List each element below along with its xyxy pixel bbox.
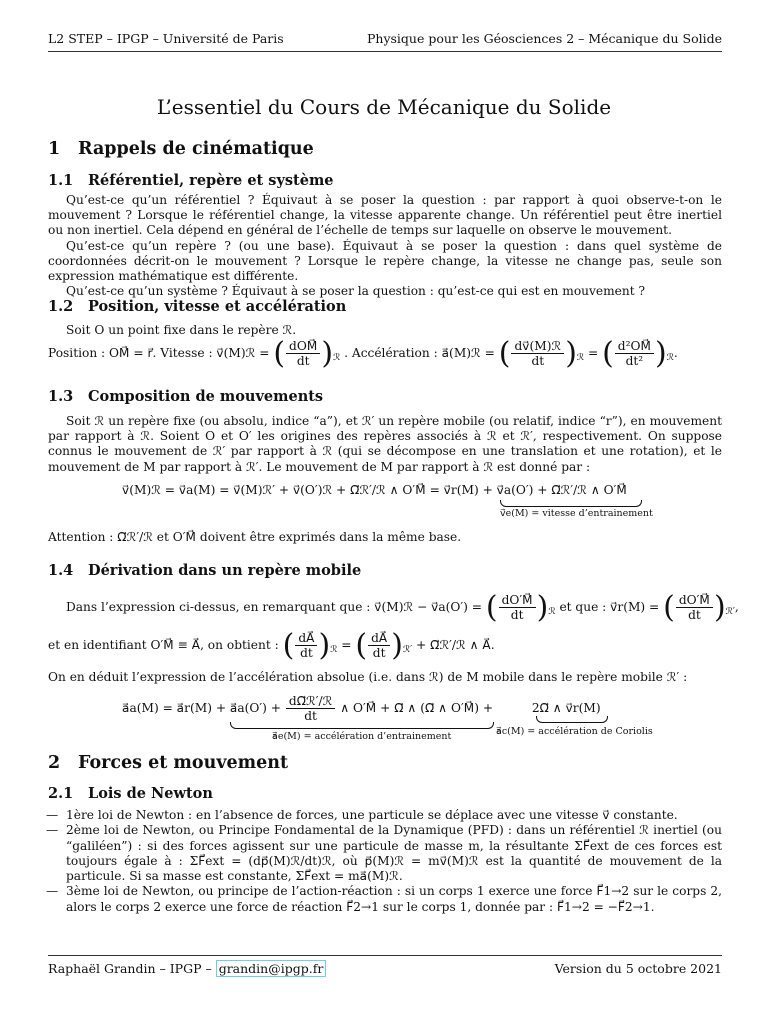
subsection-title: Composition de mouvements	[88, 388, 324, 405]
underbrace	[230, 722, 494, 729]
formula-text: . Accélération : a⃗(M)ℛ =	[344, 346, 495, 360]
subsection-title: Dérivation dans un repère mobile	[88, 562, 362, 579]
formula-text: Position : OM⃗ = r⃗. Vitesse : v⃗(M)ℛ =	[48, 346, 270, 360]
page-header	[48, 31, 722, 52]
formula-text: ∧ O′M⃗ + Ω⃗ ∧ (Ω⃗ ∧ O′M⃗) +	[340, 701, 494, 715]
paragraph: Soit ℛ un repère fixe (ou absolu, indice “a”), et ℛ′ un repère mobile (ou relatif, indice “r”), en mouvement par rapport à ℛ. Soient O et O′ les origines des repères associés à ℛ et ℛ′, respectivement. On suppose connus le mouvement de ℛ′ par rapport à ℛ (qui se décompose en une translation et une rotation), et le mouvement de M par rapport à ℛ′. Le mouvement de M par rapport à ℛ est donné par :	[48, 414, 722, 474]
list-item-text: 3ème loi de Newton, ou principe de l’action-réaction : si un corps 1 exerce une force F⃗1→2 sur le corps 2, alors le corps 2 exerce une force de réaction F⃗2→1 sur le corps 1, donnée par : F⃗1→2 = −F⃗2→1.	[66, 884, 722, 914]
list-item-text: 1ère loi de Newton : en l’absence de forces, une particule se déplace avec une vitesse v⃗ constante.	[66, 808, 678, 822]
coriolis-term: 2Ω⃗ ∧ v⃗r(M)	[531, 701, 601, 715]
list-item: — 3ème loi de Newton, ou principe de l’action-réaction : si un corps 1 exerce une force F⃗1→2 sur le corps 2, alors le corps 2 exerce une force de réaction F⃗2→1 sur le corps 1, donnée par : F⃗1→2 = −F⃗2→1.	[46, 884, 722, 914]
brace-label: v⃗e(M) = vitesse d’entrainement	[500, 508, 653, 519]
subsection-number: 1.2	[48, 298, 74, 315]
footer-left	[48, 961, 326, 976]
list-item: — 1ère loi de Newton : en l’absence de forces, une particule se déplace avec une vitesse v⃗ constante.	[46, 808, 678, 822]
section-2-heading	[48, 753, 288, 773]
formula-text: et en identifiant O′M⃗ ≡ A⃗, on obtient :	[48, 638, 279, 652]
underbrace	[500, 500, 642, 507]
subsection-number: 1.1	[48, 172, 74, 189]
derivation-line-2: et en identifiant O′M⃗ ≡ A⃗, on obtient : ( $\frac{dA⃗}{dt}$ )$_ℛ$ = ( $\frac{dA⃗}{dt}$ )$_{ℛ'}$ + Ω⃗ℛ′/ℛ ∧ A⃗.	[48, 628, 495, 663]
paragraph: Qu’est-ce qu’un repère ? (ou une base). Équivaut à se poser la question : dans quel système de coordonnées décrit-on le mouvement ? Lorsque le repère change, la vitesse ne change pas, seule son expression mathématique est différente.	[48, 238, 722, 284]
attention-note	[48, 530, 722, 545]
fraction: $\frac{dA⃗}{dt}$	[295, 631, 317, 660]
section-title: Rappels de cinématique	[78, 139, 314, 159]
footer-version: Version du 5 octobre 2021	[554, 961, 722, 976]
paragraph: Soit O un point fixe dans le repère ℛ.	[66, 323, 297, 337]
paragraph: Qu’est-ce qu’un système ? Équivaut à se poser la question : qu’est-ce qui est en mouvement ?	[66, 284, 646, 299]
section-title: Forces et mouvement	[78, 753, 289, 773]
paragraph: On en déduit l’expression de l’accélération absolue (i.e. dans ℛ) de M mobile dans le repère mobile ℛ′ :	[48, 670, 688, 684]
subsection-title: Position, vitesse et accélération	[88, 298, 347, 315]
document-title: L’essentiel du Cours de Mécanique du Solide	[156, 95, 612, 119]
list-item: — 2ème loi de Newton, ou Principe Fondamental de la Dynamique (PFD) : dans un référentiel ℛ inertiel (ou “galiléen”) : si des forces agissent sur une particule de masse m, la résultante ΣF⃗ext de ces forces est toujours égale à : ΣF⃗ext = (dp⃗(M)ℛ/dt)ℛ, où p⃗(M)ℛ = mv⃗(M)ℛ est la quantité de mouvement de la particule. Si sa masse est constante, ΣF⃗ext = ma⃗(M)ℛ.	[46, 823, 722, 884]
formula-text: et que : v⃗r(M) =	[559, 600, 660, 614]
fraction: $\frac{dO'M⃗}{dt}$	[499, 593, 536, 622]
fraction: $\frac{dA⃗}{dt}$	[368, 631, 390, 660]
formula-text: Dans l’expression ci-dessus, en remarquant que : v⃗(M)ℛ − v⃗a(O′) =	[66, 600, 482, 614]
subsection-title: Référentiel, repère et système	[88, 172, 334, 189]
header-left: L2 STEP – IPGP – Université de Paris	[48, 31, 284, 46]
underbrace	[536, 716, 608, 723]
attention-text: Attention : Ω⃗ℛ′/ℛ et O′M⃗ doivent être exprimés dans la même base.	[48, 530, 462, 544]
fraction: $\frac{\text{dΩ⃗ℛ′/ℛ}}{dt}$	[286, 694, 335, 723]
section-number: 1	[48, 139, 61, 159]
derivation-line-1: Dans l’expression ci-dessus, en remarquant que : v⃗(M)ℛ − v⃗a(O′) = ( $\frac{dO'M⃗}{dt}$ )$_ℛ$ et que : v⃗r(M) = ( $\frac{dO'M⃗}{dt}$ )$_{ℛ'}$,	[66, 590, 739, 625]
paragraph: Qu’est-ce qu’un référentiel ? Équivaut à se poser la question : par rapport à quoi observe-t-on le mouvement ? Lorsque le référentiel change, la vitesse apparente change. Un référentiel peut être inertiel ou non inertiel. Cela dépend en général de l’échelle de temps sur laquelle on observe le mouvement.	[48, 193, 722, 238]
fraction: $\frac{dO'M⃗}{dt}$	[676, 593, 713, 622]
subsection-number: 1.3	[48, 388, 74, 405]
fraction: $\frac{\text{d²OM⃗}}{\text{dt²}}$	[615, 339, 654, 368]
subsection-title: Lois de Newton	[88, 785, 213, 802]
subsection-1-3-heading	[48, 388, 323, 405]
subsection-1-1-heading	[48, 172, 334, 189]
formula-text: a⃗a(M) = a⃗r(M) + a⃗a(O′) +	[122, 701, 282, 715]
newton-laws-list	[46, 808, 722, 915]
fraction: $\frac{\text{dOM⃗}}{dt}$	[286, 339, 320, 368]
page-footer	[48, 955, 722, 976]
section-1-heading	[48, 139, 314, 159]
brace-label: a⃗c(M) = accélération de Coriolis	[496, 726, 653, 737]
subsection-number: 1.4	[48, 562, 74, 579]
subsection-number: 2.1	[48, 785, 74, 802]
equation-acceleration	[122, 694, 601, 723]
paragraph-acceleration	[48, 670, 722, 685]
footer-author: Raphaël Grandin – IPGP –	[48, 961, 212, 976]
list-item-text: 2ème loi de Newton, ou Principe Fondamental de la Dynamique (PFD) : dans un référentiel ℛ inertiel (ou “galiléen”) : si des forces agissent sur une particule de masse m, la résultante ΣF⃗ext de ces forces est toujours égale à : ΣF⃗ext = (dp⃗(M)ℛ/dt)ℛ, où p⃗(M)ℛ = mv⃗(M)ℛ est la quantité de mouvement de la particule. Si sa masse est constante, ΣF⃗ext = ma⃗(M)ℛ.	[66, 823, 722, 884]
formula-position-velocity: Position : OM⃗ = r⃗. Vitesse : v⃗(M)ℛ = ( $\frac{\text{dOM⃗}}{dt}$ )$_ℛ$ . Accélération : a⃗(M)ℛ = ( $\frac{\text{dv⃗(M)ℛ}}{dt}$ )$_ℛ$ = ( $\frac{\text{d²OM⃗}}{\text{dt²}}$ )$_ℛ$.	[48, 336, 678, 371]
paragraph-composition	[48, 414, 722, 475]
subsection-1-2-heading	[48, 298, 346, 315]
subsection-1-4-heading	[48, 562, 361, 579]
equation-velocity-composition: v⃗(M)ℛ = v⃗a(M) = v⃗(M)ℛ′ + v⃗(O′)ℛ + Ω⃗ℛ′/ℛ ∧ O′M⃗ = v⃗r(M) + v⃗a(O′) + Ω⃗ℛ′/ℛ ∧ O′M⃗	[122, 483, 627, 497]
header-right: Physique pour les Géosciences 2 – Mécanique du Solide	[366, 31, 722, 46]
brace-label: a⃗e(M) = accélération d’entrainement	[272, 731, 452, 742]
paragraph-referentiel	[48, 193, 722, 299]
formula-text: + Ω⃗ℛ′/ℛ ∧ A⃗.	[416, 638, 495, 652]
section-number: 2	[48, 753, 61, 773]
subsection-2-1-heading	[48, 785, 213, 802]
fraction: $\frac{\text{dv⃗(M)ℛ}}{dt}$	[511, 339, 564, 368]
email-link[interactable]: grandin@ipgp.fr	[216, 960, 327, 977]
